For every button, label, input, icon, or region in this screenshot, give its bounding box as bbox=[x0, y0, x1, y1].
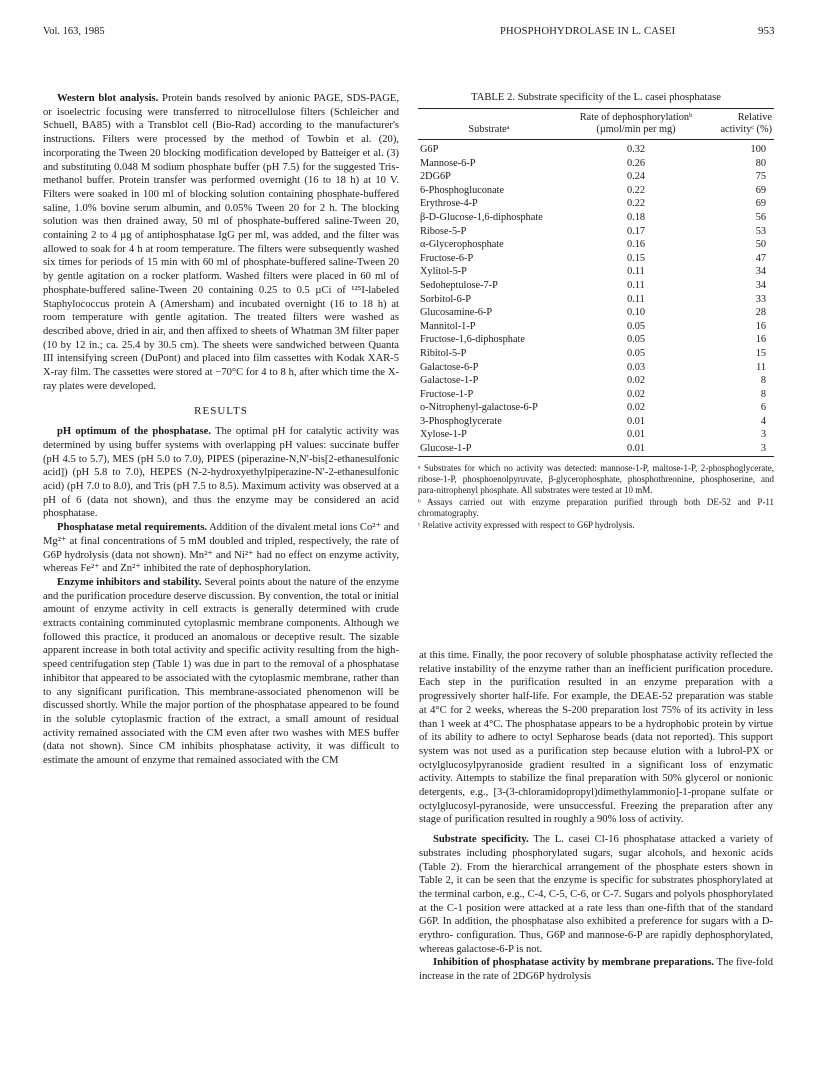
cell-substrate: Erythrose-4-P bbox=[420, 198, 478, 210]
table-row bbox=[418, 361, 774, 375]
cell-substrate: Fructose-1,6-diphosphate bbox=[420, 334, 525, 346]
cell-substrate: Xylitol-5-P bbox=[420, 266, 467, 278]
metal-text: Addition of the divalent metal ions Co²⁺ and Mg²⁺ at final concentrations of 5 mM doubled and tripled, respectively, the rate of G6P hydrolysis (data not shown). Mn²⁺ and Ni²⁺ had no effect on enzyme activity, whereas Fe²⁺ and Zn²⁺ inhibited the rate of dephosphorylation. bbox=[43, 522, 399, 575]
cell-rate: 0.24 bbox=[626, 171, 646, 183]
cell-rate: 0.02 bbox=[626, 388, 646, 400]
running-header-volume: Vol. 163, 1985 bbox=[43, 26, 105, 37]
substrate-heading: Substrate specificity. bbox=[433, 834, 529, 846]
cell-substrate: o-Nitrophenyl-galactose-6-P bbox=[420, 402, 538, 414]
metal-heading: Phosphatase metal requirements. bbox=[57, 522, 208, 534]
footnote: ᵃ Substrates for which no activity was detected: mannose-1-P, maltose-1-P, 2-phosphoglycerate, ribose-1-P, phosphoenolpyruvate, β-glycerophosphate, phosphothreonine, phosphoserine, and para-nitrophenyl phosphate. All substrates were tested at 10 mM. bbox=[418, 462, 774, 495]
cell-rate: 0.01 bbox=[626, 443, 646, 455]
cell-rate: 0.05 bbox=[626, 347, 646, 359]
cell-relative: 6 bbox=[760, 402, 766, 414]
cell-relative: 69 bbox=[755, 198, 766, 210]
left-column bbox=[43, 92, 399, 768]
cell-relative: 33 bbox=[755, 293, 766, 305]
table-2 bbox=[418, 92, 774, 532]
western-blot-text: Protein bands resolved by anionic PAGE, SDS-PAGE, or isoelectric focusing were transferred to nitrocellulose filters (Schleicher and Schuell, BA85) with a Transblot cell (Bio-Rad) according to the manufacturer's instructions. Filters were processed by the method of Towbin et al. (20), incorporating the Tween 20 blocking modification developed by Batteiger et al. (3) and substituting 0.048 M sodium phosphate buffer (pH 7.5) for the suggested Tris-methanol buffer. Protein transfer was performed overnight (16 to 18 h) at 10 V. Filters were soaked in 100 ml of blocking solution containing phosphate-buffered saline, 1.0% bovine serum albumin, and 0.05% Tween 20 for 2 h. The blocking solution was then drained away, 50 ml of phosphate-buffered saline-Tween 20, containing 2 to 4 µg of antiphosphatase IgG per ml, was added, and the filter was allowed to soak for 4 h at room temperature. The filters were subsequently washed six times for periods of 15 min with 60 ml of phosphate-buffered saline-Tween 20 by gentle agitation on a rocker platform. Washed filters were placed in 60 ml of phosphate-buffered saline-Tween 20 containing 0.25 to 0.5 µCi of ¹²⁵I-labeled Staphylococcus protein A (Amersham) and incubated overnight (16 to 18 h) at room temperature with gentle agitation. The treated filters were washed as described above, dried in air, and then affixed to sheets of Whatman 3M filter paper (10 by 12 in.; ca. 25.4 by 30.5 cm). The sheets were sandwiched between Quanta III intensifying screen (DuPont) and placed into film cassettes with Kodak XAR-5 X-ray film. The cassettes were stored at −70°C for 4 to 8 h, after which time the X-ray plates were developed. bbox=[43, 93, 399, 392]
table-footnotes bbox=[418, 463, 774, 531]
table-row bbox=[418, 415, 774, 429]
table-row bbox=[418, 157, 774, 171]
table-row bbox=[418, 211, 774, 225]
substrate-text: The L. casei Cl-16 phosphatase attacked a variety of substrates including phosphorylated sugars, sugar alcohols, and hexonic acids (Table 2). From the hierarchical arrangement of the phosphate esters shown in Table 2, it can be seen that the enzyme is specific for substrates phosphorylated at the terminal carbon, e.g., C-4, C-5, C-6, or C-7. Sugars and polyols phosphorylated at the C-1 position were attacked at a rate less than one-fifth that of the standard G6P. In addition, the phosphatase also exhibited a preference for sugars with a D-erythro- configuration. Thus, G6P and mannose-6-P are rapidly dephosphorylated, whereas galactose-6-P is not. bbox=[419, 834, 773, 955]
western-blot-heading: Western blot analysis. bbox=[57, 93, 159, 104]
table-row bbox=[418, 140, 774, 157]
cell-substrate: β-D-Glucose-1,6-diphosphate bbox=[420, 211, 543, 223]
cell-relative: 16 bbox=[755, 320, 766, 332]
ph-optimum-heading: pH optimum of the phosphatase. bbox=[57, 426, 211, 438]
cell-substrate: 2DG6P bbox=[420, 171, 451, 183]
table-row bbox=[418, 252, 774, 266]
table-row bbox=[418, 238, 774, 252]
cell-substrate: Ribitol-5-P bbox=[420, 347, 467, 359]
inhibitors-text: Several points about the nature of the enzyme and the purification procedure deserve discussion. By convention, the total or initial amount of enzyme activity in cell extracts is generally determined with crude extracts containing comminuted cytoplasmic membrane components. Although we followed this practice, it produced an anomalous or deceptive result. The sizable apparent increase in both total activity and specific activity resulting from the high-speed centrifugation step (Table 1) was due in part to the removal of a phosphatase inhibitor that appeared to be associated with the cytoplasmic membrane, rather than to any significant purification. This membrane-associated phenomenon will be discussed shortly. While the major portion of the phosphatase appeared to be found in the soluble cytoplasmic fraction of the extract, a small amount of residual activity remained associated with the CM even after two washes with MES buffer (data not shown). Since CM inhibits phosphatase activity, it was difficult to estimate the amount of enzyme that remained associated with the CM bbox=[43, 576, 399, 767]
cell-rate: 0.01 bbox=[626, 415, 646, 427]
cell-substrate: Galactose-1-P bbox=[420, 375, 479, 387]
cell-relative: 50 bbox=[755, 239, 766, 251]
cell-rate: 0.01 bbox=[626, 429, 646, 441]
table-body bbox=[418, 140, 774, 457]
substrate-paragraph bbox=[419, 833, 773, 956]
inhibitors-heading: Enzyme inhibitors and stability. bbox=[57, 576, 202, 588]
table-row bbox=[418, 442, 774, 456]
header-relative: Relative activityᶜ (%) bbox=[720, 112, 772, 135]
table-row bbox=[418, 388, 774, 402]
cell-substrate: Galactose-6-P bbox=[420, 361, 479, 373]
table-row bbox=[418, 320, 774, 334]
cell-substrate: Mannitol-1-P bbox=[420, 320, 476, 332]
table-row bbox=[418, 428, 774, 442]
cell-relative: 3 bbox=[760, 443, 766, 455]
cell-relative: 8 bbox=[760, 388, 766, 400]
header-rate: Rate of dephosphorylationᵇ (µmol/min per mg) bbox=[579, 112, 693, 135]
right-column bbox=[419, 649, 773, 984]
table-row bbox=[418, 170, 774, 184]
cell-rate: 0.15 bbox=[626, 252, 646, 264]
cell-rate: 0.11 bbox=[627, 266, 645, 278]
table-row bbox=[418, 333, 774, 347]
cell-relative: 100 bbox=[750, 144, 766, 155]
cell-relative: 8 bbox=[760, 375, 766, 387]
metal-paragraph bbox=[43, 521, 399, 576]
cell-substrate: α-Glycerophosphate bbox=[420, 239, 504, 251]
header-substrate: Substrateᵃ bbox=[468, 123, 510, 135]
cell-relative: 16 bbox=[755, 334, 766, 346]
cell-relative: 56 bbox=[755, 211, 766, 223]
cell-relative: 4 bbox=[760, 415, 766, 427]
inhibition-paragraph bbox=[419, 956, 773, 983]
ph-optimum-text: The optimal pH for catalytic activity was determined by using buffer systems with overlapping pH values: succinate buffer (pH 4.5 to 5.7), MES (pH 5.0 to 7.0), PIPES (piperazine-N,N′-bis[2-ethanesulfonic acid]) (pH 5.8 to 7.0), HEPES (N-2-hydroxyethylpiperazine-N′-2-ethanesulfonic acid) (pH 7.0 to 8.0), and Tris (pH 7.5 to 8.5). Maximum activity was observed at a pH of 6 (data not shown), and thus the enzyme may be considered an acid phosphatase. bbox=[43, 426, 399, 520]
cell-rate: 0.11 bbox=[627, 293, 645, 305]
substrate-table bbox=[418, 108, 774, 457]
table-title: TABLE 2. Substrate specificity of the L. casei phosphatase bbox=[471, 92, 721, 103]
cell-relative: 47 bbox=[755, 252, 766, 264]
ph-optimum-paragraph bbox=[43, 425, 399, 521]
cell-relative: 11 bbox=[756, 361, 766, 373]
cell-relative: 80 bbox=[755, 157, 766, 169]
cell-rate: 0.02 bbox=[626, 402, 646, 414]
cell-rate: 0.02 bbox=[626, 375, 646, 387]
cell-relative: 28 bbox=[755, 307, 766, 319]
table-header-row bbox=[418, 109, 774, 140]
cell-rate: 0.32 bbox=[626, 144, 646, 155]
cell-rate: 0.22 bbox=[626, 184, 646, 196]
continuation-paragraph: at this time. Finally, the poor recovery of soluble phosphatase activity reflected the relative instability of the enzyme rather than an inefficient purification procedure. Each step in the purification resulted in an enzyme preparation with a progressively shorter half-life. For example, the DEAE-52 preparation was stable at 4°C for 2 weeks, whereas the S-200 preparation lost 75% of its activity in less than 1 week at 4°C. The phosphatase appears to be a hydrophobic protein by virtue of its ability to adhere to octyl Sepharose beads (data not reported). This support system was not used as a purification step because elution with a lubrol-PX or octylglucosylpyranoside gradient resulted in a significant loss of enzymatic activity. Attempts to stabilize the final preparation with 50% glycerol or nonionic detergents, e.g., [3-(3-chloramidopropyl)dimethylammonio]-1-propane sulfate or octylglucosyl-pyranoside, were unsuccessful. Freezing the preparation after any stage of purification resulted in roughly a 90% loss of activity. bbox=[419, 650, 773, 826]
cell-substrate: Fructose-6-P bbox=[420, 252, 474, 264]
table-row bbox=[418, 225, 774, 239]
cell-rate: 0.03 bbox=[626, 361, 646, 373]
cell-rate: 0.11 bbox=[627, 279, 645, 291]
cell-substrate: Xylose-1-P bbox=[420, 429, 467, 441]
table-row bbox=[418, 293, 774, 307]
table-row bbox=[418, 306, 774, 320]
cell-substrate: 6-Phosphogluconate bbox=[420, 184, 505, 196]
cell-relative: 75 bbox=[755, 171, 766, 183]
cell-substrate: Glucose-1-P bbox=[420, 443, 472, 455]
cell-rate: 0.26 bbox=[626, 157, 646, 169]
cell-substrate: Sedoheptulose-7-P bbox=[420, 279, 498, 291]
inhibitors-paragraph bbox=[43, 576, 399, 768]
cell-relative: 34 bbox=[755, 266, 766, 278]
table-row bbox=[418, 401, 774, 415]
cell-relative: 34 bbox=[755, 279, 766, 291]
table-row bbox=[418, 347, 774, 361]
results-heading: RESULTS bbox=[194, 405, 248, 418]
running-header-title: PHOSPHOHYDROLASE IN L. CASEI bbox=[500, 26, 676, 37]
cell-relative: 15 bbox=[755, 347, 766, 359]
cell-substrate: Mannose-6-P bbox=[420, 157, 476, 169]
cell-substrate: Fructose-1-P bbox=[420, 388, 474, 400]
footnote: ᵇ Assays carried out with enzyme preparation purified through both DE-52 and P-11 chromatography. bbox=[418, 496, 774, 518]
table-row bbox=[418, 265, 774, 279]
cell-rate: 0.18 bbox=[626, 211, 646, 223]
cell-substrate: Sorbitol-6-P bbox=[420, 293, 471, 305]
inhibition-text: The five-fold increase in the rate of 2DG6P hydrolysis bbox=[419, 957, 774, 983]
cell-rate: 0.17 bbox=[626, 225, 646, 237]
cell-substrate: Glucosamine-6-P bbox=[420, 307, 493, 319]
cell-relative: 3 bbox=[760, 429, 766, 441]
cell-relative: 53 bbox=[755, 225, 766, 237]
western-blot-paragraph bbox=[43, 92, 399, 393]
footnote: ᶜ Relative activity expressed with respect to G6P hydrolysis. bbox=[418, 519, 635, 530]
cell-rate: 0.16 bbox=[626, 239, 646, 251]
cell-rate: 0.05 bbox=[626, 334, 646, 346]
table-row bbox=[418, 374, 774, 388]
cell-substrate: 3-Phosphoglycerate bbox=[420, 415, 502, 427]
cell-relative: 69 bbox=[755, 184, 766, 196]
table-row bbox=[418, 279, 774, 293]
table-row bbox=[418, 184, 774, 198]
table-row bbox=[418, 197, 774, 211]
cell-substrate: G6P bbox=[420, 144, 439, 155]
cell-substrate: Ribose-5-P bbox=[420, 225, 467, 237]
cell-rate: 0.05 bbox=[626, 320, 646, 332]
cell-rate: 0.22 bbox=[626, 198, 646, 210]
inhibition-heading: Inhibition of phosphatase activity by membrane preparations. bbox=[433, 957, 715, 969]
cell-rate: 0.10 bbox=[626, 307, 646, 319]
page-number: 953 bbox=[758, 25, 775, 37]
